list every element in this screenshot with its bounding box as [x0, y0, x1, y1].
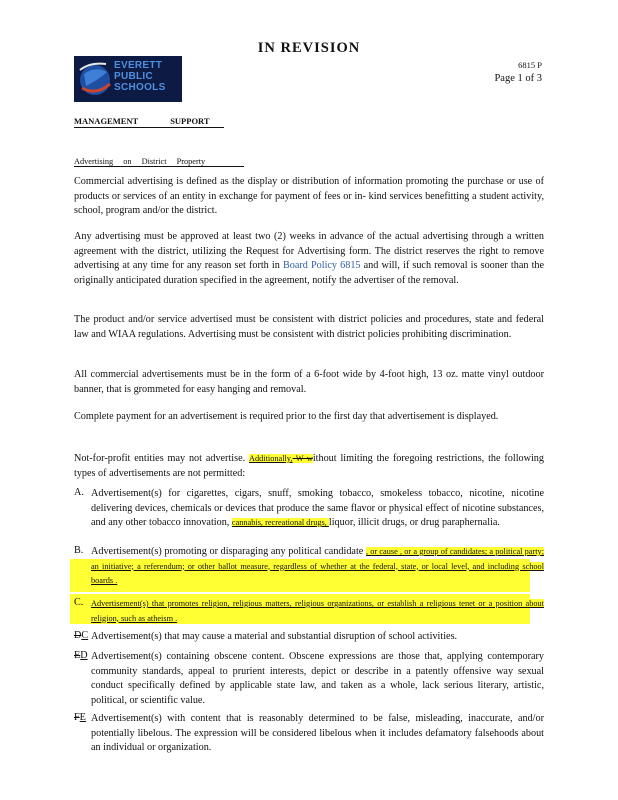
list-marker: FE	[74, 712, 86, 723]
list-marker: A.	[74, 487, 84, 498]
paragraph-approval: Any advertising must be approved at least two (2) weeks in advance of the actual advertising through a written agreement with the district, utilizing the Request for Advertising form. The district reserves the right to remove advertising at any time for any reason set forth in Board Policy 6815 and will, if such removal is sooner than the originally anticipated duration specified in the agreement, notify the advertiser of the removal.	[74, 231, 545, 286]
logo-line-3: SCHOOLS	[114, 82, 166, 93]
highlighted-deletion: W w	[292, 454, 313, 463]
highlighted-insertion: cannabis, recreational drugs,	[231, 518, 329, 527]
paragraph-banner-form: All commercial advertisements must be in the form of a 6-foot wide by 4-foot high, 13 oz. matte vinyl outdoor banner, that is grommeted for easy hanging and removal.	[74, 369, 544, 395]
logo-line-1: EVERETT	[114, 60, 163, 71]
paragraph-consistency: The product and/or service advertised must be consistent with district policies and procedures, state and federal law and WIAA regulations. Advertising must be consistent with district policies prohibiting discrimination.	[74, 314, 544, 340]
list-item-f: FE Advertisement(s) with content that is reasonably determined to be false, misleading, inaccurate, and/or potentially libelous. The expression will be considered libelous when it includes defamatory falsehoods about an individual or organization.	[74, 712, 544, 753]
list-marker: ED	[74, 650, 88, 661]
highlighted-insertion: Advertisement(s) that promotes religion, religious matters, religious organizations, or establish a religious tenet or a position about religion, such as atheism .	[91, 599, 544, 623]
policy-subheading: Advertising on District Property	[74, 157, 244, 167]
list-marker: B.	[74, 545, 84, 556]
list-item-a: A. Advertisement(s) for cigarettes, cigars, snuff, smoking tobacco, smokeless tobacco, nicotine, nicotine delivering devices, chemicals or devices that produce the same flavor or physical effect of nicotine substances, and any other tobacco innovation, cannabis, recreational drugs, liquor, illicit drugs, or drug paraphernalia.	[74, 487, 544, 528]
paragraph-definition: Commercial advertising is defined as the display or distribution of information promoting the purchase or use of products or services of an entity in exchange for payment of fees or in- kind services benefitting a student activity, school, program and/or the district.	[74, 176, 544, 216]
globe-icon	[76, 58, 114, 100]
list-item-d: DC Advertisement(s) that may cause a material and substantial disruption of school activities.	[74, 630, 458, 642]
list-marker: C.	[74, 597, 84, 608]
policy-number: 6815 P	[518, 60, 542, 70]
list-item-e: ED Advertisement(s) containing obscene content. Obscene expressions are those that, applying contemporary community standards, appeal to prurient interests, depict or describe in a patently offensive way sexual conduct specifically defined by applicable state law, and taken as a whole, lack serious literary, artistic, political, or scientific value.	[74, 650, 544, 706]
list-item-c	[74, 597, 544, 626]
list-item-b: B. Advertisement(s) promoting or disparaging any political candidate , or cause , or a group of candidates; a political party; an initiative; a referendum; or other ballot measure, regardless of whether at the federal, state, or local level, and including school boards .	[74, 545, 544, 585]
highlighted-insertion: Additionally,	[249, 454, 293, 463]
paragraph-payment: Complete payment for an advertisement is required prior to the first day that advertisement is displayed.	[74, 411, 499, 422]
paragraph-restrictions: Not-for-profit entities may not advertise. Additionally, W without limiting the foregoing restrictions, the following types of advertisements are not permitted:	[74, 453, 544, 479]
everett-public-schools-logo	[74, 56, 182, 102]
logo-line-2: PUBLIC	[114, 71, 154, 82]
revision-status-title: IN REVISION	[257, 40, 361, 56]
highlighted-insertion: , or cause , or a group of candidates; a political party; an initiative; a referendum; or other ballot measure, regardless of whether at the federal, state, or local level, and including school boards .	[91, 547, 544, 585]
section-label: MANAGEMENT SUPPORT	[74, 116, 224, 128]
list-marker: DC	[74, 630, 89, 641]
page-indicator: Page 1 of 3	[494, 73, 542, 84]
board-policy-link[interactable]: Board Policy 6815	[282, 260, 361, 271]
